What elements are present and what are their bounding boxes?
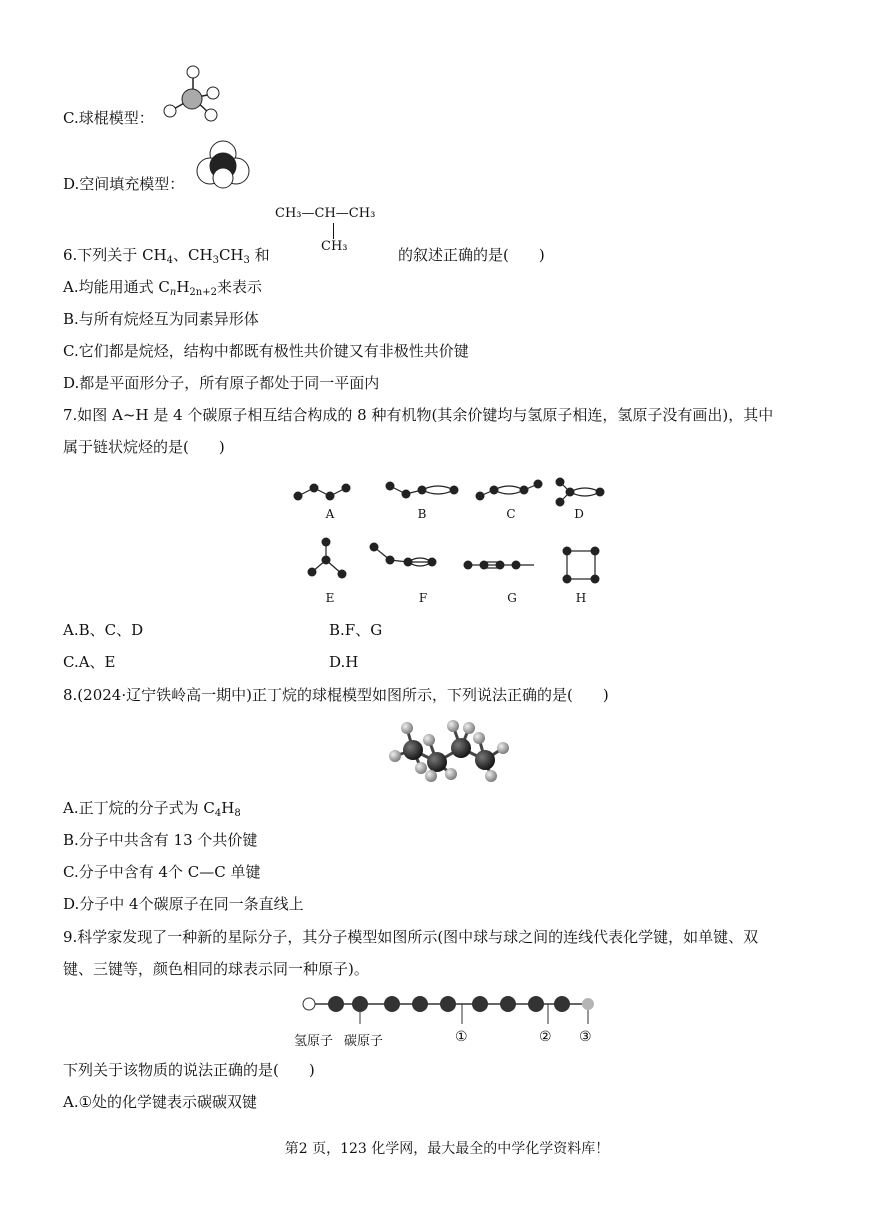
ball-stick-model-figure (160, 64, 224, 124)
label-hydrogen-atom: 氢原子 (294, 1034, 334, 1049)
q7-option-b: B.F、G (329, 621, 383, 639)
figure-label-g: G (507, 591, 517, 605)
structure-branch-bond (333, 223, 334, 239)
q6-stem: 6.下列关于 $CH_4$、$CH_3CH_3$ 和 (63, 246, 270, 266)
q7-stem-line1: 7.如图 A~H 是 4 个碳原子相互结合构成的 8 种有机物(其余价键均与氢原子相连，氢原子没有画出)，其中 (63, 406, 774, 424)
figure-label-c: C (506, 507, 516, 521)
q6-option-b: B.与所有烷烃互为同素异形体 (63, 310, 259, 328)
molecule-h-figure (560, 544, 602, 586)
q6-option-a: A.均能用通式 $C_nH_{2n+2}$来表示 (63, 278, 262, 298)
interstellar-molecule-figure (296, 994, 600, 1024)
page-footer: 第2 页，123 化学网，最大最全的中学化学资料库！ (284, 1141, 610, 1157)
q9-followup: 下列关于该物质的说法正确的是( ) (63, 1061, 315, 1079)
structure-main-chain: CH₃—CH—CH₃ (275, 206, 376, 221)
molecule-e-figure (304, 536, 354, 584)
q8-option-c: C.分子中含有 4个 C—C 单键 (63, 863, 261, 881)
butane-ball-stick-figure (385, 716, 515, 786)
q5-option-c: C.球棍模型： (63, 109, 154, 127)
q8-option-b: B.分子中共含有 13 个共价键 (63, 831, 258, 849)
q7-option-a: A.B、C、D (63, 621, 144, 639)
q9-stem-line1: 9.科学家发现了一种新的星际分子，其分子模型如图所示(图中球与球之间的连线代表化学键，如单键、双 (63, 928, 759, 946)
figure-label-e: E (325, 591, 335, 605)
marker-3: ③ (579, 1029, 592, 1045)
marker-1: ① (455, 1029, 468, 1045)
molecule-a-figure (292, 480, 364, 504)
molecule-c-figure (474, 478, 546, 504)
isobutane-structure (275, 206, 405, 258)
q6-option-d: D.都是平面形分子，所有原子都处于同一平面内 (63, 374, 380, 392)
label-carbon-atom: 碳原子 (344, 1034, 384, 1049)
q5-option-d: D.空间填充模型： (63, 175, 185, 193)
q9-option-a: A.①处的化学键表示碳碳双键 (63, 1093, 258, 1111)
figure-label-f: F (418, 591, 428, 605)
q7-option-c: C.A、E (63, 653, 116, 671)
q8-option-a: A.正丁烷的分子式为 $C_4H_8$ (63, 799, 241, 819)
q8-option-d: D.分子中 4个碳原子在同一条直线上 (63, 895, 304, 913)
molecule-d-figure (554, 476, 610, 506)
marker-2: ② (539, 1029, 552, 1045)
q9-stem-line2: 键、三键等，颜色相同的球表示同一种原子)。 (63, 960, 369, 978)
molecule-g-figure (462, 556, 542, 574)
q7-option-d: D.H (329, 653, 359, 671)
q7-stem-line2: 属于链状烷烃的是( ) (63, 438, 225, 456)
space-filling-model-figure (196, 138, 250, 188)
molecule-f-figure (368, 540, 444, 572)
figure-label-d: D (574, 507, 584, 521)
molecule-b-figure (385, 478, 463, 502)
q6-option-c: C.它们都是烷烃，结构中都既有极性共价键又有非极性共价键 (63, 342, 469, 360)
figure-label-b: B (417, 507, 427, 521)
figure-label-a: A (325, 507, 335, 521)
figure-label-h: H (575, 591, 587, 605)
structure-branch: CH₃ (321, 239, 348, 254)
q6-stem-suffix: 的叙述正确的是( ) (398, 246, 545, 264)
q8-stem: 8.(2024·辽宁铁岭高一期中)正丁烷的球棍模型如图所示，下列说法正确的是( ) (63, 686, 609, 704)
